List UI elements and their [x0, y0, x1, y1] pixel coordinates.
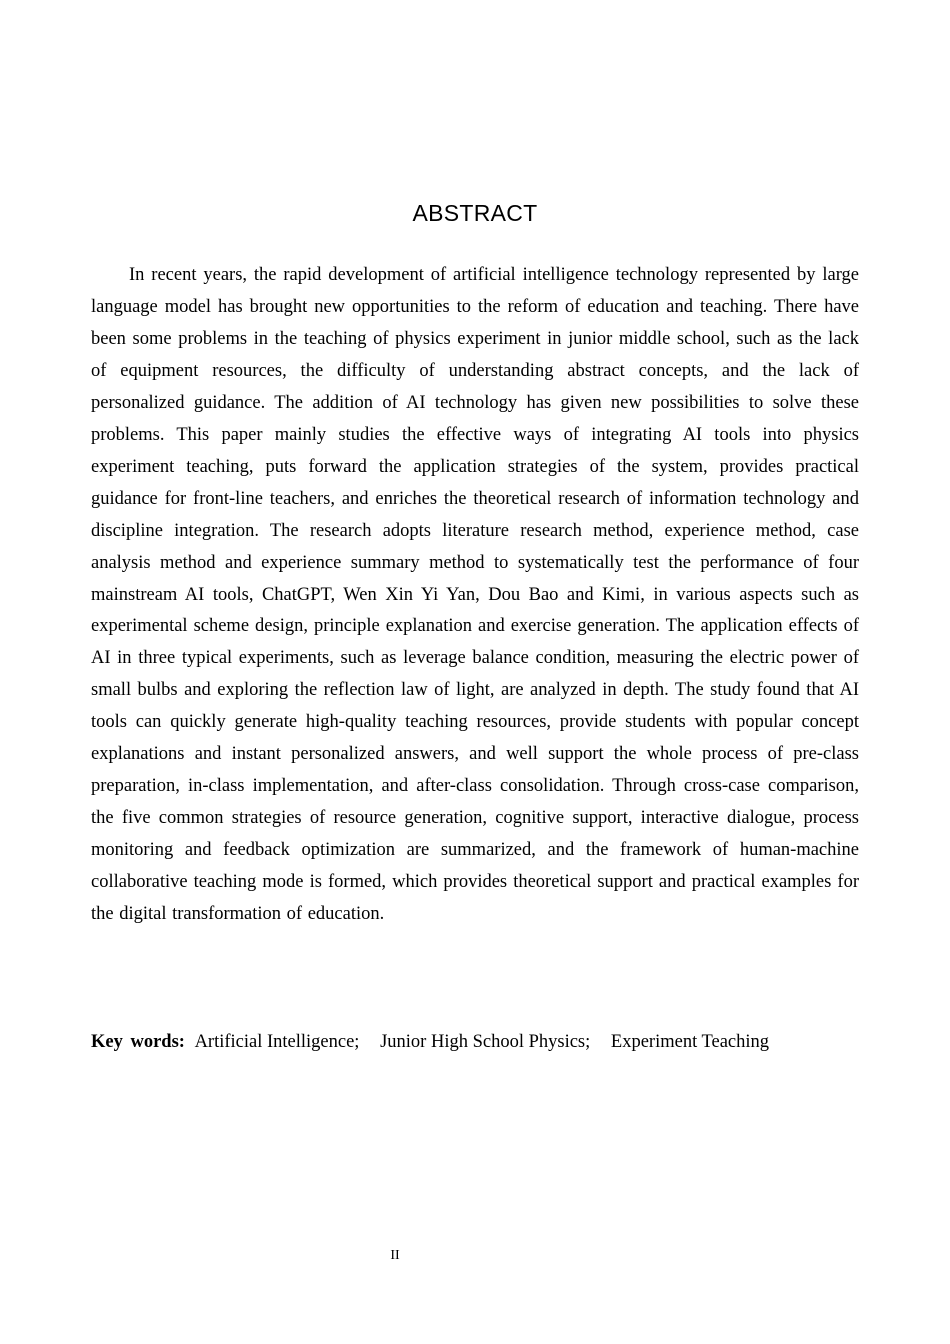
keyword-item: Junior High School Physics;	[380, 1032, 591, 1052]
keyword-item: Experiment Teaching	[610, 1032, 770, 1052]
keyword-item: Artificial Intelligence;	[194, 1032, 360, 1052]
keywords-label: Key words:	[91, 1032, 185, 1052]
abstract-body-text: In recent years, the rapid development of artificial intelligence technology represented by large language model has brought new opportunities to the reform of education and teaching. There have been some problems in the teaching of physics experiment in junior middle school, such as the lack of equipment resources, the difficulty of understanding abstract concepts, and the lack of personalized guidance. The addition of AI technology has given new possibilities to solve these problems. This paper mainly studies the effective ways of integrating AI tools into physics experiment teaching, puts forward the application strategies of the system, provides practical guidance for front-line teachers, and enriches the theoretical research of information technology and discipline integration. The research adopts literature research method, experience method, case analysis method and experience summary method to systematically test the performance of four mainstream AI tools, ChatGPT, Wen Xin Yi Yan, Dou Bao and Kimi, in various aspects such as experimental scheme design, principle explanation and exercise generation. The application effects of AI in three typical experiments, such as leverage balance condition, measuring the electric power of small bulbs and exploring the reflection law of light, are analyzed in depth. The study found that AI tools can quickly generate high-quality teaching resources, provide students with popular concept explanations and instant personalized answers, and well support the whole process of pre-class preparation, in-class implementation, and after-class consolidation. Through cross-case comparison, the five common strategies of resource generation, cognitive support, interactive dialogue, process monitoring and feedback optimization are summarized, and the framework of human-machine collaborative teaching mode is formed, which provides theoretical support and practical examples for the digital transformation of education.	[91, 265, 859, 925]
abstract-title: ABSTRACT	[412, 200, 538, 226]
keywords-line	[91, 1026, 871, 1058]
page-number: II	[390, 1248, 400, 1263]
